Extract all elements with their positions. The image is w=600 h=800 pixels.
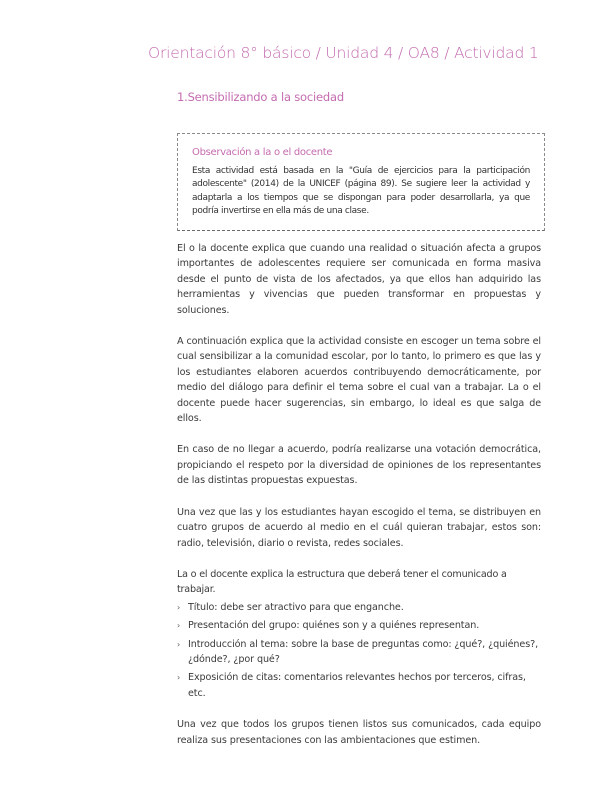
activity-content (177, 241, 541, 764)
structure-list (177, 600, 541, 701)
paragraph-intro: El o la docente explica que cuando una realidad o situación afecta a grupos importantes de adolescentes requiere ser comunicada en forma masiva desde el punto de vista de los afectados, ya que ellos han adquirido las herramientas y vivencias que pueden transformar en propuestas y soluciones. (177, 243, 541, 316)
list-item-text: Presentación del grupo: quiénes son y a quiénes representan. (188, 620, 480, 632)
paragraph-groups: Una vez que las y los estudiantes hayan escogido el tema, se distribuyen en cuatro grupos de acuerdo al medio en el cuál quieran trabajar, estos son: radio, televisión, diario o revista, redes sociales. (177, 506, 541, 549)
list-item (177, 618, 541, 633)
chevron-right-icon: › (177, 639, 181, 649)
paragraph-vote: En caso de no llegar a acuerdo, podría realizarse una votación democrática, propiciando el respeto por la diversidad de opiniones de los representantes de las distintas propuestas expuestas. (177, 444, 541, 487)
structure-intro: La o el docente explica la estructura que deberá tener el comunicado a trabajar. (177, 568, 507, 596)
list-item (177, 600, 541, 615)
teacher-note-body: Esta actividad está basada en la "Guía de ejercicios para la participación adolescente" (2014) de la UNICEF (página 89). Se sugiere leer la actividad y adaptarla a los tiempos que se dispongan para poder desarrollarla, ya que podría invertirse en ella más de una clase. (192, 166, 530, 216)
teacher-note-box (177, 133, 545, 231)
chevron-right-icon: › (177, 602, 181, 612)
list-item-text: Título: debe ser atractivo para que enganche. (188, 601, 404, 613)
page-header-breadcrumb: Orientación 8° básico / Unidad 4 / OA8 / Actividad 1 (148, 44, 539, 62)
chevron-right-icon: › (177, 621, 181, 631)
chevron-right-icon: › (177, 673, 181, 683)
teacher-note-title: Observación a la o el docente (192, 147, 333, 158)
paragraph-closing: Una vez que todos los grupos tienen listos sus comunicados, cada equipo realiza sus presentaciones con las ambientaciones que estimen. (177, 719, 541, 746)
list-item (177, 637, 541, 668)
list-item-text: Introducción al tema: sobre la base de preguntas como: ¿qué?, ¿quiénes?, ¿dónde?, ¿por qué? (188, 638, 539, 665)
section-title: 1.Sensibilizando a la sociedad (177, 90, 344, 104)
paragraph-activity: A continuación explica que la actividad consiste en escoger un tema sobre el cual sensibilizar a la comunidad escolar, por lo tanto, lo primero es que las y los estudiantes elaboren acuerdos contribuyendo democráticamente, por medio del diálogo para definir el tema sobre el cual van a trabajar. La o el docente puede hacer sugerencias, sin embargo, lo ideal es que salga de ellos. (177, 336, 541, 425)
list-item (177, 670, 541, 701)
list-item-text: Exposición de citas: comentarios relevantes hechos por terceros, cifras, etc. (188, 672, 526, 699)
